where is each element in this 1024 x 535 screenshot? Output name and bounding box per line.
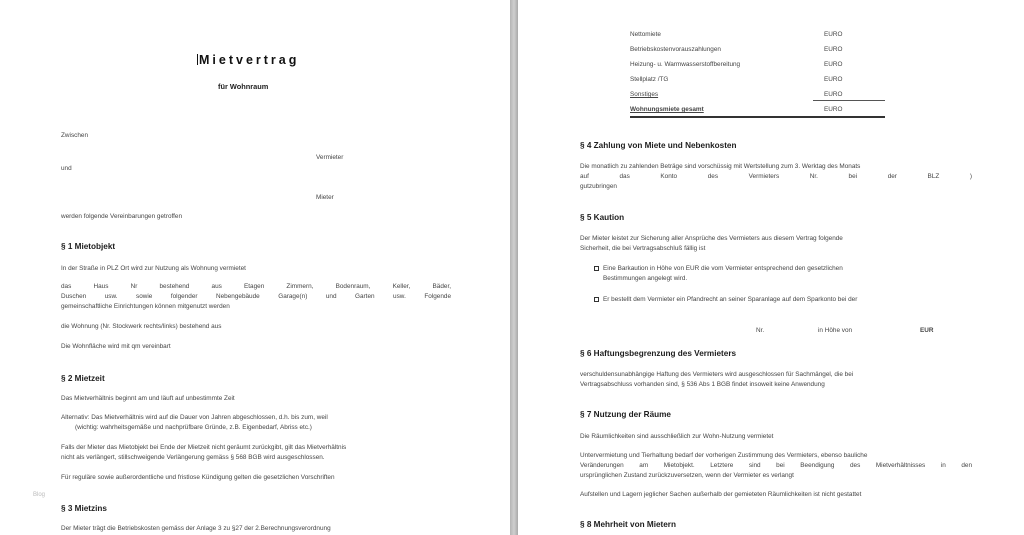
section-2-line: Falls der Mieter das Mietobjekt bei Ende der Mietzeit nicht geräumt zurückgibt, gilt das Mietverhältnis xyxy=(61,444,347,451)
section-7-line: ursprünglichen Zustand zurückzuversetzen, wenn der Vermieter es verlangt xyxy=(580,472,794,479)
kaution-eur-label: EUR xyxy=(920,327,934,334)
cost-row-unit: EURO xyxy=(824,31,843,38)
party-zwischen: Zwischen xyxy=(61,132,88,139)
checkbox[interactable] xyxy=(594,297,599,302)
total-rule xyxy=(630,116,885,118)
watermark-text: Blog xyxy=(33,492,46,498)
cost-row-unit: EURO xyxy=(824,76,843,83)
section-1-heading: § 1 Mietobjekt xyxy=(61,242,116,251)
section-3-heading: § 3 Mietzins xyxy=(61,504,107,513)
section-1-line: In der Straße in PLZ Ort wird zur Nutzung als Wohnung vermietet xyxy=(61,265,246,272)
cost-row-total-unit: EURO xyxy=(824,106,843,113)
section-6-line: Vertragsabschluss vorhanden sind, § 536 Abs 1 BGB findet insoweit keine Anwendung xyxy=(580,381,825,388)
section-6-heading: § 6 Haftungsbegrenzung des Vermieters xyxy=(580,349,737,358)
party-mieter-label: Mieter xyxy=(316,194,334,201)
agreement-intro: werden folgende Vereinbarungen getroffen xyxy=(61,213,183,220)
section-7-line: Die Räumlichkeiten sind ausschließlich zur Wohn-Nutzung vermietet xyxy=(580,433,774,440)
section-8-heading: § 8 Mehrheit von Mietern xyxy=(580,520,676,529)
section-2-heading: § 2 Mietzeit xyxy=(61,374,105,383)
cost-row-unit: EURO xyxy=(824,91,843,98)
section-5-line: Der Mieter leistet zur Sicherung aller Ansprüche des Vermieters aus diesem Vertrag folgende xyxy=(580,235,843,242)
section-7-line: Veränderungen am Mietobjekt. Letztere sind bei Beendigung des Mietverhältnisses in den xyxy=(580,462,972,469)
document-subtitle: für Wohnraum xyxy=(218,82,269,91)
cost-row-total-label: Wohnungsmiete gesamt xyxy=(630,106,704,113)
section-1-line: Duschen usw. sowie folgender Nebengebäude Garage(n) und Garten usw. Folgende xyxy=(61,293,451,300)
cost-row-label: Stellplatz /TG xyxy=(630,76,669,83)
section-2-line: Alternativ: Das Mietverhältnis wird auf die Dauer von Jahren abgeschlossen, d.h. bis zum, weil xyxy=(61,414,328,421)
kaution-option-pfandrecht: Er bestellt dem Vermieter ein Pfandrecht an seiner Sparanlage auf dem Sparkonto bei der xyxy=(594,295,857,305)
section-4-heading: § 4 Zahlung von Miete und Nebenkosten xyxy=(580,141,737,150)
section-7-line: Untervermietung und Tierhaltung bedarf der vorherigen Zustimmung des Vermieters, ebenso bauliche xyxy=(580,452,868,459)
cost-row-unit: EURO xyxy=(824,61,843,68)
section-1-line: das Haus Nr bestehend aus Etagen Zimmern, Bodenraum, Keller, Bäder, xyxy=(61,283,451,290)
section-4-line: Die monatlich zu zahlenden Beträge sind vorschüssig mit Wertstellung zum 3. Werktag des Monats xyxy=(580,163,861,170)
sum-rule xyxy=(813,100,885,101)
text-cursor xyxy=(197,54,198,65)
kaution-option-line: Bestimmungen angelegt wird. xyxy=(603,275,688,282)
section-4-line: gutzubringen xyxy=(580,183,617,190)
section-2-line: nicht als verlängert, stillschweigende Verlängerung gemäss § 568 BGB wird ausgeschlossen. xyxy=(61,454,325,461)
document-page-left xyxy=(0,0,510,535)
section-1-line: die Wohnung (Nr. Stockwerk rechts/links) bestehend aus xyxy=(61,323,222,330)
section-7-line: Aufstellen und Lagern jeglicher Sachen außerhalb der gemieteten Räumlichkeiten ist nicht gestattet xyxy=(580,491,862,498)
section-4-line: auf das Konto des Vermieters Nr. bei der BLZ ) xyxy=(580,173,972,180)
section-3-line: Der Mieter trägt die Betriebskosten gemäss der Anlage 3 zu §27 der 2.Berechnungsverordnung xyxy=(61,525,331,532)
document-page-right xyxy=(518,0,1024,535)
section-7-heading: § 7 Nutzung der Räume xyxy=(580,410,671,419)
cost-row-label: Sonstiges xyxy=(630,91,659,98)
cost-row-label: Betriebskostenvorauszahlungen xyxy=(630,46,721,53)
cost-row-label: Nettomiete xyxy=(630,31,661,38)
section-2-line: Für reguläre sowie außerordentliche und fristlose Kündigung gelten die gesetzlichen Vorschriften xyxy=(61,474,335,481)
section-5-line: Sicherheit, die bei Vertragsabschluß fällig ist xyxy=(580,245,706,252)
checkbox[interactable] xyxy=(594,266,599,271)
kaution-option-barkaution: Eine Barkaution in Höhe von EUR die vom Vermieter entsprechend den gesetzlichen xyxy=(594,264,843,274)
section-2-line: Das Mietverhältnis beginnt am und läuft auf unbestimmte Zeit xyxy=(61,395,235,402)
party-und: und xyxy=(61,165,72,172)
party-vermieter-label: Vermieter xyxy=(316,154,344,161)
section-6-line: verschuldensunabhängige Haftung des Vermieters wird ausgeschlossen für Sachmängel, die bei xyxy=(580,371,854,378)
section-2-line: (wichtig: wahrheitsgemäße und nachprüfbare Gründe, z.B. Eigenbedarf, Abriss etc.) xyxy=(75,424,312,431)
cost-row-label: Heizung- u. Warmwasserstoffbereitung xyxy=(630,61,741,68)
section-1-line: gemeinschaftliche Einrichtungen können mitgenutzt werden xyxy=(61,303,230,310)
section-5-heading: § 5 Kaution xyxy=(580,213,625,222)
kaution-hoehe-label: in Höhe von xyxy=(818,327,853,334)
document-title: Mietvertrag xyxy=(199,53,300,67)
section-1-line: Die Wohnfläche wird mit qm vereinbart xyxy=(61,343,171,350)
kaution-nr-label: Nr. xyxy=(756,327,765,334)
cost-row-unit: EURO xyxy=(824,46,843,53)
page-gutter xyxy=(510,0,518,535)
